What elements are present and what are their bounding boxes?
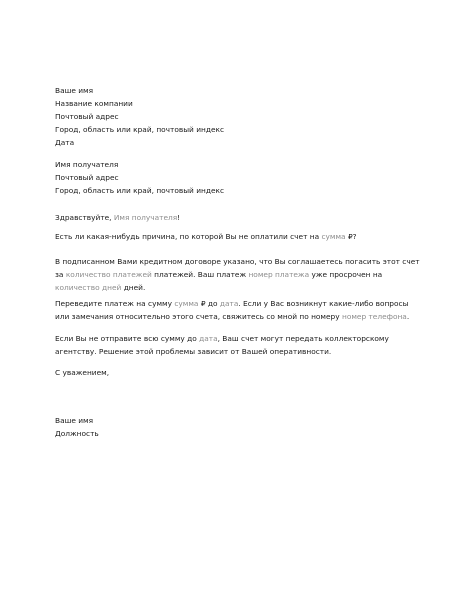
closing-block xyxy=(55,366,407,379)
signature-title: Должность xyxy=(55,429,99,438)
greeting-prefix: Здравствуйте, xyxy=(55,213,112,222)
paragraph-3 xyxy=(55,297,410,323)
recipient-address: Почтовый адрес xyxy=(55,173,119,182)
p2-days-count-placeholder: количество дней xyxy=(55,283,122,292)
paragraph-2 xyxy=(55,255,420,294)
p4-text-a: Если Вы не отправите всю сумму до xyxy=(55,334,197,343)
p3-text-c: . Если у Вас возникнут какие-либо вопросы xyxy=(238,299,409,308)
p3-amount-placeholder: сумма xyxy=(174,299,199,308)
p1-text-a: Есть ли какая-нибудь причина, по которой Вы не оплатили счет на xyxy=(55,232,320,241)
p4-text-b: , Ваш счет могут передать коллекторскому xyxy=(217,334,389,343)
recipient-block xyxy=(55,158,407,197)
paragraph-1 xyxy=(55,230,407,243)
p2-text-c: уже просрочен на xyxy=(311,270,383,279)
sender-name: Ваше имя xyxy=(55,86,94,95)
sender-block xyxy=(55,84,407,149)
p2-text-a: за xyxy=(55,270,64,279)
sender-city: Город, область или край, почтовый индекс xyxy=(55,125,225,134)
p2-text-d: дней. xyxy=(123,283,146,292)
greeting xyxy=(55,211,407,224)
greeting-recipient-placeholder: Имя получателя xyxy=(113,213,178,222)
p1-amount-placeholder: сумма xyxy=(321,232,346,241)
signature-block xyxy=(55,414,407,440)
p3-text-b: ₽ до xyxy=(200,299,218,308)
p2-payments-count-placeholder: количество платежей xyxy=(65,270,152,279)
sender-company: Название компании xyxy=(55,99,133,108)
p3-text-d: или замечания относительно этого счета, свяжитесь со мной по номеру xyxy=(55,312,340,321)
p3-text-e: . xyxy=(406,312,410,321)
p3-phone-placeholder: номер телефона xyxy=(341,312,407,321)
letter-date: Дата xyxy=(55,138,75,147)
closing-text: С уважением, xyxy=(55,368,110,377)
p4-date-placeholder: дата xyxy=(199,334,218,343)
recipient-name: Имя получателя xyxy=(55,160,119,169)
greeting-suffix: ! xyxy=(177,213,181,222)
signature-name: Ваше имя xyxy=(55,416,94,425)
p3-date-placeholder: дата xyxy=(219,299,239,308)
sender-address: Почтовый адрес xyxy=(55,112,119,121)
p2-text-b: платежей. Ваш платеж xyxy=(154,270,247,279)
paragraph-4 xyxy=(55,332,407,358)
p2-line-1: В подписанном Вами кредитном договоре указано, что Вы соглашаетесь погасить этот счет xyxy=(55,257,420,266)
p1-text-b: ₽? xyxy=(347,232,357,241)
p3-text-a: Переведите платеж на сумму xyxy=(55,299,172,308)
recipient-city: Город, область или край, почтовый индекс xyxy=(55,186,225,195)
p4-line-2: агентству. Решение этой проблемы зависит от Вашей оперативности. xyxy=(55,347,332,356)
p2-payment-number-placeholder: номер платежа xyxy=(248,270,310,279)
